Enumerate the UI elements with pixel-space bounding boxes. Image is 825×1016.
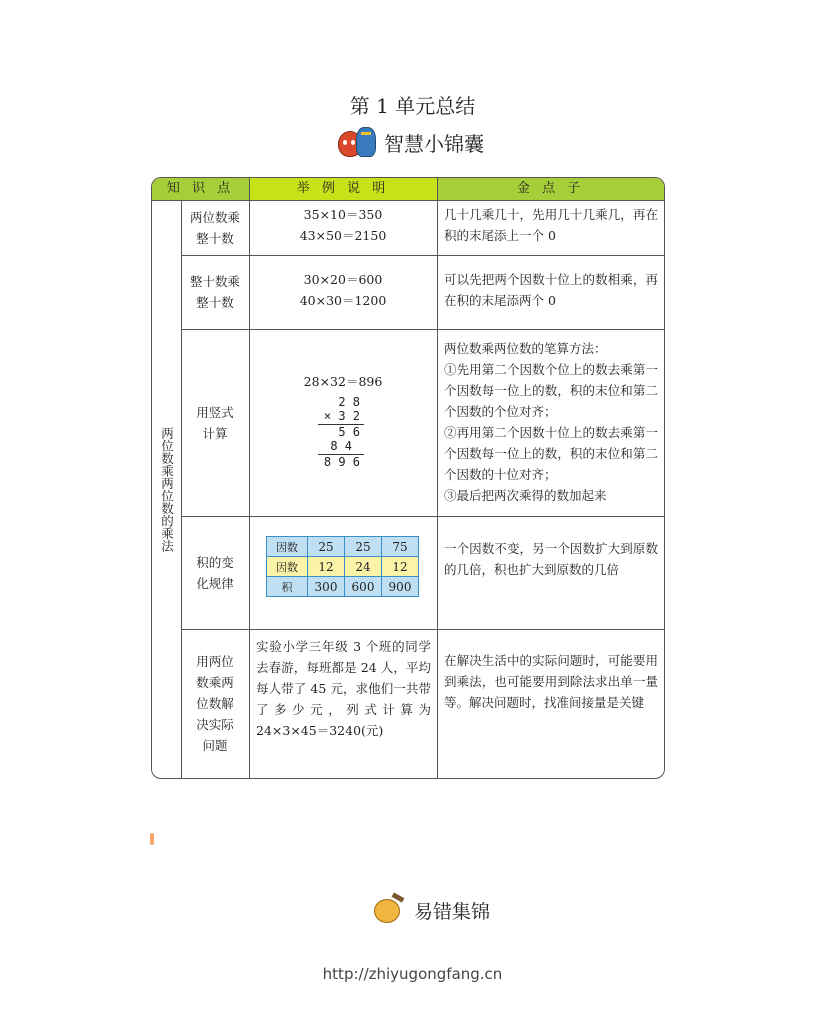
table-row	[267, 577, 419, 597]
row-label: 因数	[267, 537, 308, 557]
tip-5: 在解决生活中的实际问题时，可能要用到乘法，也可能要用到除法求出单一量等。解决问题时，找准间接量是关键	[444, 653, 658, 710]
category-label: 两位数乘两位数的乘法	[159, 426, 175, 552]
decorative-mark	[150, 833, 154, 845]
table-cell: 12	[382, 557, 419, 577]
tip-3: 两位数乘两位数的笔算方法： ①先用第二个因数个位上的数去乘第一个因数每一位上的数，积的末位和第二个因数的个位对齐； ②再用第二个因数十位上的数去乘第一个因数每一位上的数，积的末位和第二个因数的十位对齐； ③最后把两次乘得的数加起来	[444, 341, 658, 503]
row-label: 因数	[267, 557, 308, 577]
table-cell: 900	[382, 577, 419, 597]
topic-1: 两位数乘 整十数	[189, 209, 240, 246]
table-header	[152, 178, 664, 201]
example-2: 30×20＝600 40×30＝1200	[299, 272, 387, 308]
summary-table	[151, 177, 665, 779]
example-1: 35×10＝350 43×50＝2150	[299, 207, 387, 243]
cartoon-mascot-icon	[370, 895, 404, 925]
errors-heading	[370, 895, 490, 925]
header-tips: 金 点 子	[516, 181, 585, 196]
calc-partial-2: 8 4	[330, 439, 352, 453]
tip-1: 几十几乘几十，先用几十几乘几，再在积的末尾添上一个 0	[444, 207, 658, 243]
table-cell: 25	[308, 537, 345, 557]
example-3-equation: 28×32＝896	[303, 374, 383, 389]
topic-5: 用两位 数乘两 位数解 决实际 问题	[196, 654, 234, 753]
tip-2: 可以先把两个因数十位上的数相乘，再在积的末尾添两个 0	[444, 272, 658, 308]
section-heading	[336, 124, 484, 160]
calc-multiplier: × 3 2	[323, 409, 360, 423]
table-cell: 25	[345, 537, 382, 557]
topic-2: 整十数乘 整十数	[189, 274, 240, 310]
page-title: 第 1 单元总结	[349, 94, 476, 118]
errors-title: 易错集锦	[414, 900, 491, 923]
row-label: 积	[267, 577, 308, 597]
calc-partial-1: 5 6	[338, 425, 360, 439]
header-example: 举 例 说 明	[249, 178, 437, 200]
table-cell: 300	[308, 577, 345, 597]
example-5: 实验小学三年级 3 个班的同学去春游，每班都是 24 人，平均每人带了 45 元，求他们一共带了多少元，列式计算为24×3×45＝3240(元)	[256, 639, 431, 738]
apple-and-bag-mascot-icon	[336, 125, 376, 159]
table-cell: 75	[382, 537, 419, 557]
calc-multiplicand: 2 8	[338, 395, 360, 409]
footer-url: http://zhiyugongfang.cn	[322, 965, 503, 983]
factor-product-table	[266, 536, 419, 597]
topic-3: 用竖式 计算	[196, 404, 234, 441]
section-title: 智慧小锦囊	[384, 131, 484, 156]
topic-4: 积的变 化规律	[196, 554, 234, 591]
category-cell	[152, 200, 181, 778]
header-knowledge: 知 识 点	[166, 181, 235, 196]
tip-4: 一个因数不变，另一个因数扩大到原数的几倍，积也扩大到原数的几倍	[444, 541, 658, 577]
table-cell: 12	[308, 557, 345, 577]
table-row	[267, 557, 419, 577]
calc-product: 8 9 6	[323, 455, 360, 469]
table-cell: 24	[345, 557, 382, 577]
table-row	[267, 537, 419, 557]
table-cell: 600	[345, 577, 382, 597]
